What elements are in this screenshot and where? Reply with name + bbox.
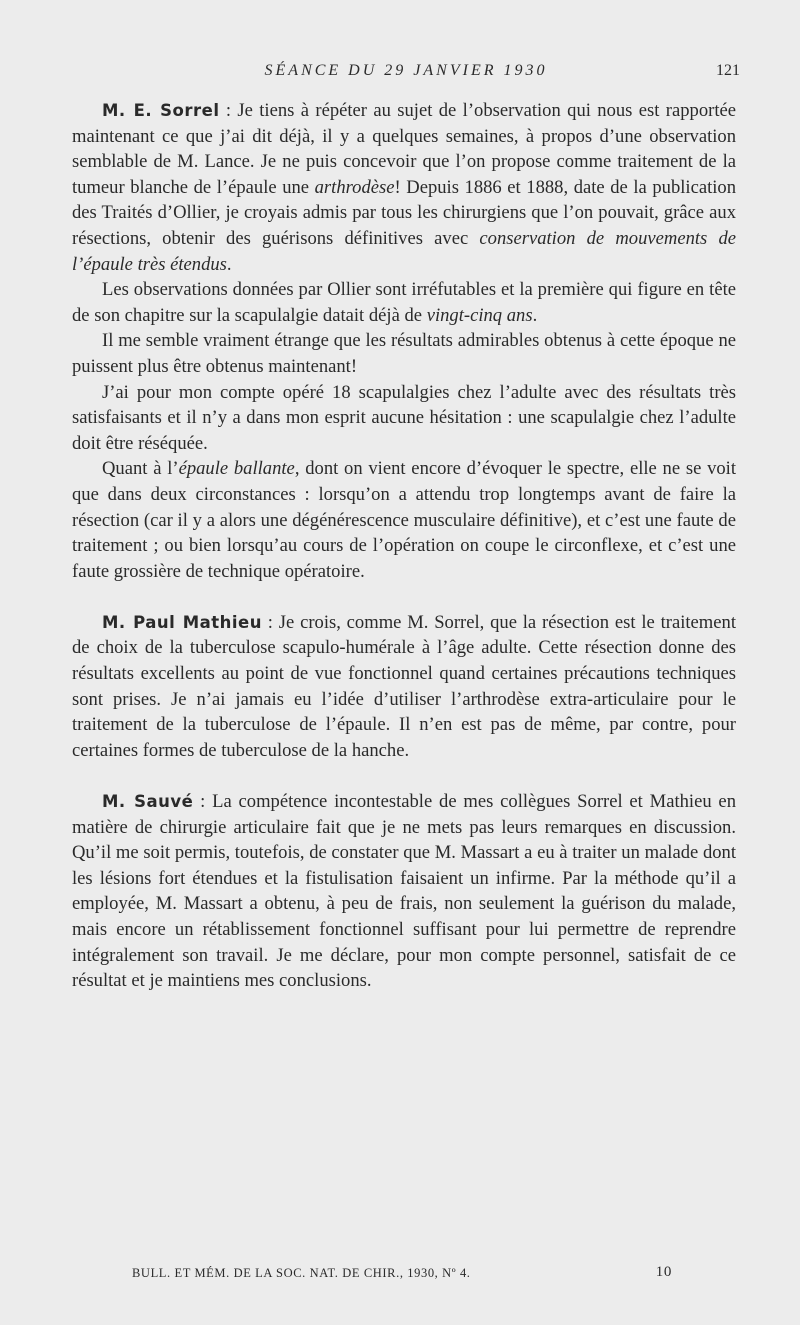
emphasis-text: arthrodèse <box>314 176 395 198</box>
paragraph-text: : La compétence incontestable de mes collègues Sorrel et Mathieu en matière de chirurgie articulaire fait que je ne mets pas leurs remarques en discussion. Qu’il me soit permis, toutefois, de constater que M. Massart a eu à traiter un malade dont les lésions fort étendues et la fistulisation faisaient un infirme. Par la méthode qu’il a employée, M. Massart a obtenu, à peu de frais, non seulement la guérison du malade, mais encore un rétablissement fonctionnel suffisant pour lui permettre de reprendre intégralement son travail. Je me déclare, pour mon compte personnel, satisfait de ce résultat et je maintiens mes conclusions. <box>72 791 736 992</box>
paragraph <box>72 328 736 379</box>
running-title: SÉANCE DU 29 JANVIER 1930 <box>264 62 548 79</box>
paragraph-text: Quant à l’ <box>102 458 179 480</box>
paragraph-text: Les observations données par Ollier sont irréfutables et la première qui figure en tête de son chapitre sur la scapulalgie datait déjà de <box>72 279 736 326</box>
paragraph-text: : Je tiens à répéter au sujet de l’observation qui nous est rapportée maintenant ce que j’ai dit déjà, il y a quelques semaines, à propos d’une observation semblable de M. Lance. Je ne puis concevoir que l’on propose comme traitement de la tumeur blanche de l’épaule une <box>72 100 736 198</box>
paragraph-sauve <box>72 789 736 994</box>
emphasis-text: vingt-cinq ans <box>426 304 533 326</box>
emphasis-text: épaule ballante <box>178 458 295 480</box>
paragraph-text: , dont on vient encore d’évoquer le spectre, elle ne se voit que dans deux circonstances : lorsqu’on a attendu trop longtemps avant de faire la résection (car il y a alors une dégénérescence musculaire définitive), et c’est une faute de traitement ; ou bien lorsqu’au cours de l’opération on coupe le circonflexe, et c’est une faute grossière de technique opératoire. <box>72 458 737 582</box>
paragraph-text: J’ai pour mon compte opéré 18 scapulalgies chez l’adulte avec des résultats très satisfaisants et il n’y a dans mon esprit aucune hésitation : une scapulalgie chez l’adulte doit être réséquée. <box>72 381 736 454</box>
paragraph-text: . <box>532 304 538 326</box>
speaker-name: M. Paul Mathieu <box>102 612 262 632</box>
paragraph <box>72 277 736 328</box>
paragraph-mathieu <box>72 610 736 764</box>
footer <box>132 1266 672 1286</box>
running-head <box>72 62 740 86</box>
paragraph <box>72 380 736 457</box>
paragraph-text: . <box>226 253 232 275</box>
footer-citation: BULL. ET MÉM. DE LA SOC. NAT. DE CHIR., 1930, Nº 4. <box>132 1266 471 1280</box>
emphasis-text: conservation de mouvements de l’épaule très étendus <box>72 227 737 275</box>
paragraph <box>72 456 736 584</box>
body-text <box>72 98 736 994</box>
signature-number: 10 <box>655 1264 672 1280</box>
speaker-name: M. Sauvé <box>102 792 194 812</box>
speaker-name: M. E. Sorrel <box>102 101 220 120</box>
page-number: 121 <box>716 62 740 79</box>
paragraph-text: : Je crois, comme M. Sorrel, que la résection est le traitement de choix de la tuberculose scapulo-humérale à l’âge adulte. Cette résection donne des résultats excellents au point de vue fonctionnel quand certaines précautions techniques sont prises. Je n’ai jamais eu l’idée d’utiliser l’arthrodèse extra-articulaire pour le traitement de la tuberculose de l’épaule. Il n’en est pas de même, par contre, pour certaines formes de tuberculose de la hanche. <box>72 611 736 761</box>
paragraph-text: Il me semble vraiment étrange que les résultats admirables obtenus à cette époque ne puissent plus être obtenus maintenant! <box>72 330 736 377</box>
paragraph-text: ! Depuis 1886 et 1888, date de la publication des Traités d’Ollier, je croyais admis par tous les chirurgiens que l’on pouvait, grâce aux résections, obtenir des guérisons définitives avec <box>72 176 736 249</box>
paragraph-sorrel <box>72 98 736 277</box>
